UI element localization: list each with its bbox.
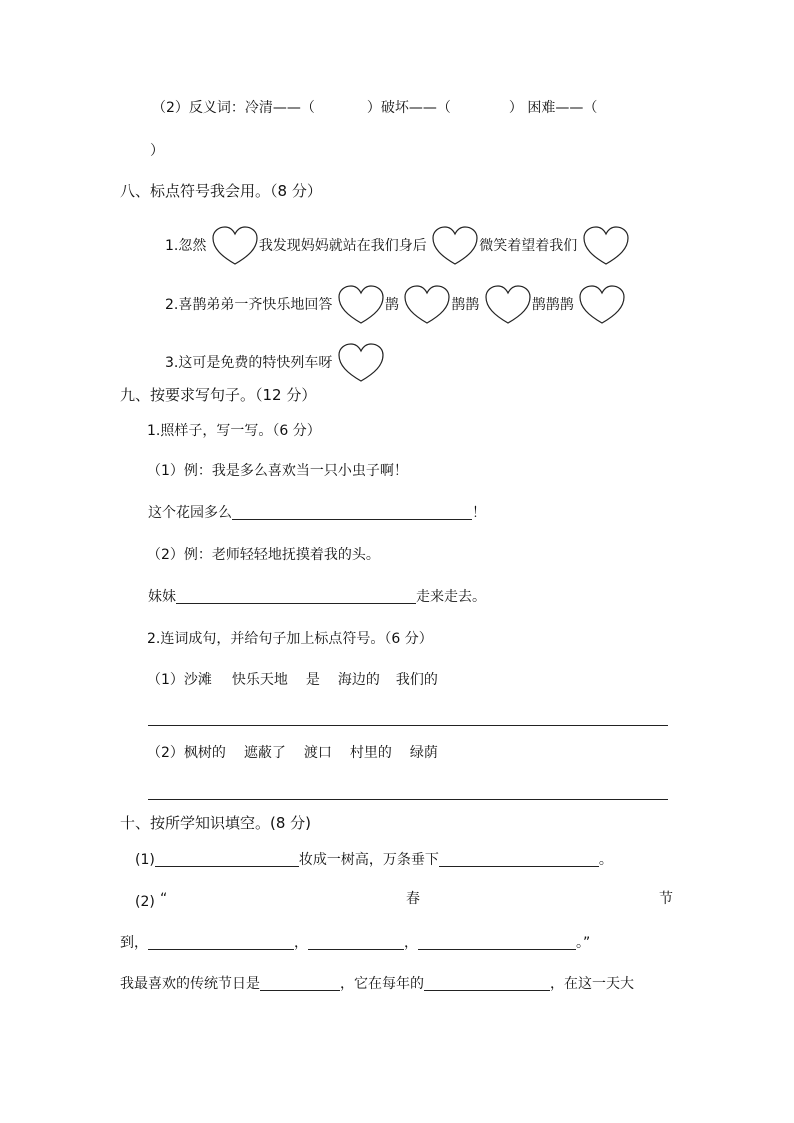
word-order-q1: （1）沙滩 快乐天地 是 海边的 我们的 — [147, 672, 438, 688]
fill-sentence-1: 这个花园多么 ！ — [148, 505, 486, 521]
heart-answer-box[interactable] — [337, 285, 385, 325]
section10-title: 十、按所学知识填空。(8 分) — [120, 814, 312, 832]
fill-q2-word2: 节 — [659, 891, 673, 907]
answer-line[interactable] — [148, 799, 668, 800]
answer-blank[interactable] — [232, 503, 472, 520]
antonym-close-paren: ） — [150, 143, 164, 159]
fill-q2-word1: 春 — [406, 891, 420, 907]
section9-title: 九、按要求写句子。（12 分） — [120, 386, 317, 404]
punct-item-3: 3.这可是免费的特快列车呀 — [165, 343, 385, 383]
fill-q2-quote: “ — [160, 891, 168, 907]
fill-q3: 我最喜欢的传统节日是 ，它在每年的 ，在这一天大 — [120, 976, 634, 992]
heart-answer-box[interactable] — [431, 226, 479, 266]
answer-blank[interactable] — [260, 974, 340, 991]
answer-blank[interactable] — [176, 587, 416, 604]
antonym-question: （2）反义词：冷清——（ ）破坏——（ ） 困难——（ — [152, 100, 598, 116]
fill-q2-line2: 到， ， ， 。” — [120, 935, 591, 951]
heart-answer-box[interactable] — [578, 285, 626, 325]
answer-blank[interactable] — [148, 933, 294, 950]
answer-blank[interactable] — [424, 974, 550, 991]
word-order-q2: （2）枫树的 遮蔽了 渡口 村里的 绿荫 — [147, 745, 438, 761]
example-1: （1）例：我是多么喜欢当一只小虫子啊！ — [147, 463, 408, 479]
section9-sub2: 2.连词成句，并给句子加上标点符号。（6 分） — [147, 631, 433, 647]
section9-sub1: 1.照样子，写一写。（6 分） — [147, 423, 321, 439]
example-2: （2）例：老师轻轻地抚摸着我的头。 — [147, 547, 380, 563]
answer-blank[interactable] — [439, 850, 599, 867]
punct-item-2: 2.喜鹊弟弟一齐快乐地回答 鹊 鹊鹊 鹊鹊鹊 — [165, 285, 626, 325]
answer-blank[interactable] — [308, 933, 404, 950]
heart-answer-box[interactable] — [582, 226, 630, 266]
fill-q1: (1) 妆成一树高，万条垂下 。 — [135, 852, 613, 868]
heart-answer-box[interactable] — [337, 343, 385, 383]
fill-sentence-2: 妹妹 走来走去。 — [148, 589, 486, 605]
section8-title: 八、标点符号我会用。（8 分） — [120, 182, 322, 200]
punct-item-1: 1.忽然 我发现妈妈就站在我们身后 微笑着望着我们 — [165, 226, 630, 266]
heart-answer-box[interactable] — [211, 226, 259, 266]
answer-blank[interactable] — [418, 933, 576, 950]
answer-blank[interactable] — [155, 850, 299, 867]
answer-line[interactable] — [148, 725, 668, 726]
fill-q2-num: (2) — [135, 894, 155, 910]
heart-answer-box[interactable] — [403, 285, 451, 325]
heart-answer-box[interactable] — [484, 285, 532, 325]
